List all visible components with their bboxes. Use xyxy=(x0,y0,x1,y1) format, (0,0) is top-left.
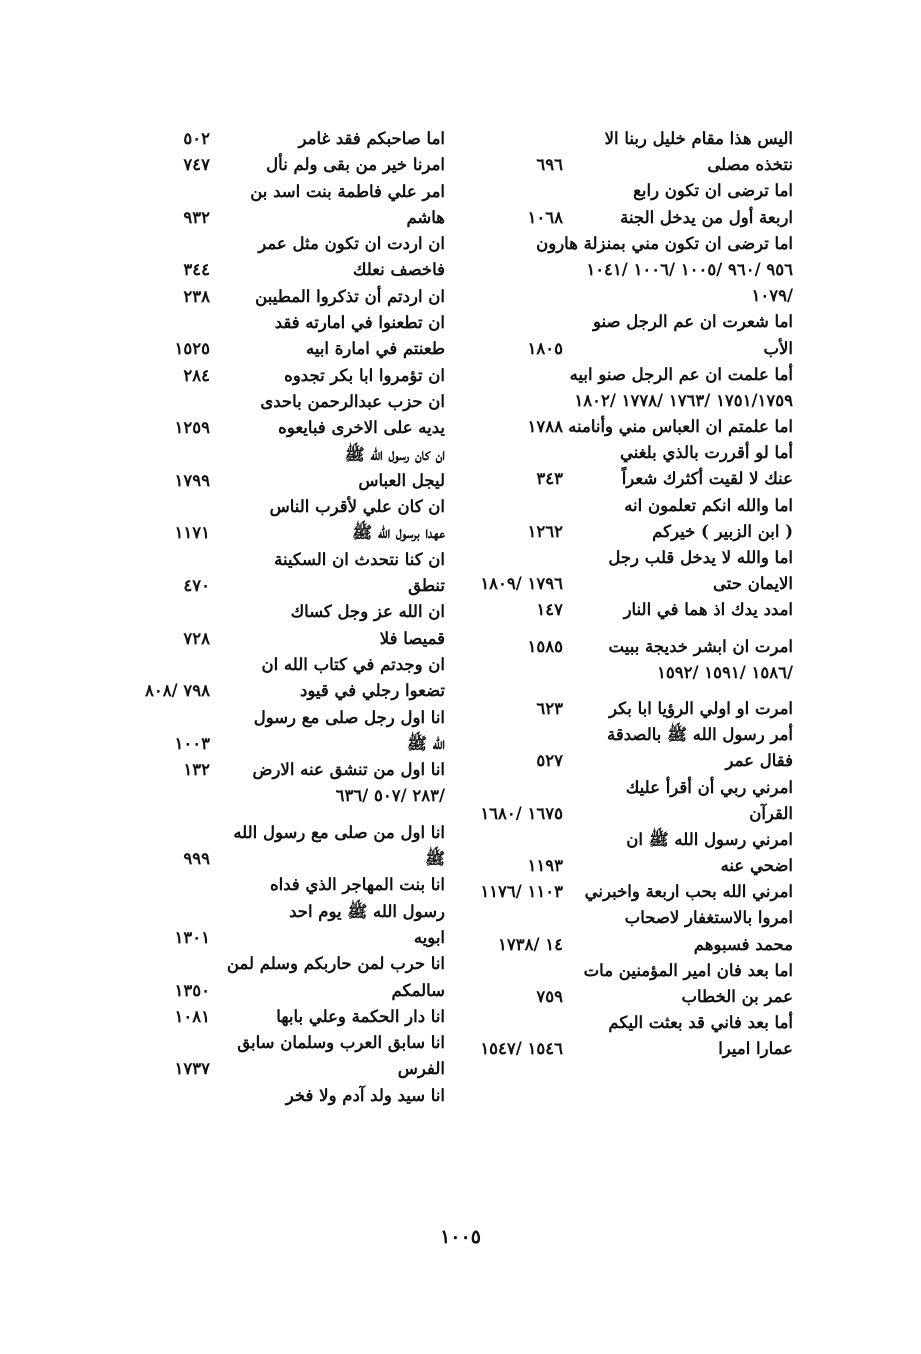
entry-text: امرت ان ابشر خديجة ببيت xyxy=(608,636,793,656)
index-entry xyxy=(458,362,793,388)
entry-text: اليس هذا مقام خليل ربنا الا xyxy=(604,129,793,148)
index-entry xyxy=(105,205,445,231)
index-entry xyxy=(458,905,793,931)
index-entry xyxy=(458,958,793,984)
entry-text: اما والله انكم تعلمون انه xyxy=(624,495,793,515)
index-entry xyxy=(105,820,445,846)
index-entry xyxy=(458,336,793,362)
spacer xyxy=(458,624,793,634)
index-entry xyxy=(458,722,793,748)
index-entry xyxy=(105,951,445,977)
entry-text: نتخذه مصلى xyxy=(707,155,793,175)
index-entry xyxy=(105,1030,445,1056)
index-entry xyxy=(105,731,445,757)
entry-text: أما بعد فاني قد بعثت اليكم xyxy=(608,1013,793,1033)
entry-text: يديه على الاخرى فبايعوه xyxy=(278,418,445,438)
index-entry xyxy=(105,872,445,898)
entry-page-ref: ١٣٢ xyxy=(183,760,210,780)
entry-page-ref: ١٧٩٩ xyxy=(174,470,210,490)
entry-page-ref: ١٧٨٨ xyxy=(527,417,563,437)
index-entry xyxy=(458,775,793,801)
index-entry xyxy=(458,205,793,231)
index-entry xyxy=(458,466,793,492)
entry-page-ref: ١٠٦٨ xyxy=(527,207,563,227)
index-entry xyxy=(105,846,445,872)
entry-text: امرني ربي أن أقرأ عليك xyxy=(625,777,793,797)
entry-text: عنك لا لقيت أكثرك شعراً xyxy=(621,469,793,489)
entry-text: ( ابن الزبير ) خيركم xyxy=(652,521,793,541)
entry-page-ref: ٧٥٩ xyxy=(536,987,563,1006)
entry-text: اربعة أول من يدخل الجنة xyxy=(620,207,793,227)
entry-page-ref: ١٠٠٣ xyxy=(174,733,210,753)
index-entry xyxy=(458,853,793,879)
index-entry xyxy=(458,545,793,571)
index-entry xyxy=(458,231,793,257)
entry-page-ref: ١٥٤٦ /١٥٤٧ xyxy=(480,1039,563,1059)
index-entry xyxy=(105,494,445,520)
entry-text: تضعوا رجلي في قيود xyxy=(300,681,445,701)
entry-text: ان كان رسول الله ﷺ xyxy=(344,444,445,464)
entry-text: القرآن xyxy=(749,803,793,823)
entry-text: امرني الله بحب اربعة واخبرني xyxy=(584,882,793,902)
entry-page-ref: ١٣٠١ xyxy=(174,927,210,947)
index-entry xyxy=(458,388,793,414)
index-entry xyxy=(105,1083,445,1109)
entry-page-ref: ١٦٧٥ /١٦٨٠ xyxy=(480,803,563,823)
entry-text: ان اردتم أن تذكروا المطيبن xyxy=(255,286,445,306)
index-entry xyxy=(105,1004,445,1030)
index-entry xyxy=(105,626,445,652)
index-entry xyxy=(105,599,445,625)
index-entry xyxy=(458,519,793,545)
entry-text: امرني رسول الله ﷺ ان xyxy=(626,829,793,849)
entry-text: /١٠٧٩ xyxy=(751,286,793,306)
entry-text: امرت او اولي الرؤيا ابا بكر xyxy=(609,698,793,718)
entry-page-ref: ٣٤٤ xyxy=(183,260,210,280)
entry-text: الفرس xyxy=(397,1059,445,1079)
entry-page-ref: ١٧٩٦ /١٨٠٩ xyxy=(480,574,563,594)
index-entry xyxy=(105,126,445,152)
index-entry xyxy=(458,634,793,660)
spacer xyxy=(458,686,793,696)
index-entry xyxy=(105,757,445,783)
index-entry xyxy=(458,597,793,623)
entry-page-ref: ٢٨٤ xyxy=(183,365,210,385)
entry-text: انا حرب لمن حاربكم وسلم لمن xyxy=(226,954,445,974)
right-column xyxy=(458,126,793,1063)
entry-text: امرنا خير من بقى ولم نأل xyxy=(266,155,445,175)
index-entry xyxy=(105,652,445,678)
entry-text: ان كنا نتحدث ان السكينة xyxy=(274,549,445,569)
entry-text: اما والله لا يدخل قلب رجل xyxy=(608,548,793,567)
entry-text: الله ﷺ xyxy=(406,733,445,753)
entry-text: طعنتم في امارة ابيه xyxy=(306,339,445,359)
index-entry xyxy=(105,925,445,951)
entry-text: ان الله عز وجل كساك xyxy=(290,602,445,622)
entry-text: اضحي عنه xyxy=(720,856,793,876)
entry-page-ref: ١٥٢٥ xyxy=(174,339,210,359)
entry-text: اما بعد فان امير المؤمنين مات xyxy=(583,960,793,980)
entry-text: فاخصف نعلك xyxy=(352,260,445,280)
index-entry xyxy=(105,899,445,925)
entry-text: ان حزب عبدالرحمن باحدى xyxy=(260,391,445,411)
index-entry xyxy=(458,440,793,466)
index-entry xyxy=(105,231,445,257)
entry-page-ref: ١١٠٣ /١١٧٦ xyxy=(480,882,563,902)
index-entry xyxy=(105,705,445,731)
entry-page-ref: ٦٩٦ xyxy=(536,155,563,175)
entry-page-ref: ١٣٥٠ xyxy=(174,980,210,1000)
index-entry xyxy=(105,336,445,362)
entry-text: انا دار الحكمة وعلي بابها xyxy=(276,1006,445,1026)
entry-text: انا اول من صلى مع رسول الله xyxy=(233,822,445,842)
entry-text: /٢٨٣ /٥٠٧ /٦٣٦ xyxy=(335,786,445,806)
index-entry xyxy=(458,309,793,335)
index-entry xyxy=(458,984,793,1010)
index-entry xyxy=(458,932,793,958)
entry-text: أما علمت ان عم الرجل صنو ابيه xyxy=(569,364,793,384)
index-entry xyxy=(458,748,793,774)
index-entry xyxy=(105,257,445,283)
entry-page-ref: ٧٩٨ /٨٠٨ xyxy=(145,681,210,701)
entry-text: ان وجدتم في كتاب الله ان xyxy=(261,654,445,674)
index-entry xyxy=(105,415,445,441)
entry-text: عمارا اميرا xyxy=(718,1039,793,1059)
entry-text: ١٧٥١/١٧٥٩ /١٧٦٣ /١٧٧٨ /١٨٠٢ xyxy=(574,390,793,410)
index-entry xyxy=(105,442,445,468)
index-entry xyxy=(458,493,793,519)
entry-text: عمر بن الخطاب xyxy=(681,987,793,1006)
index-entry xyxy=(458,1010,793,1036)
entry-text: عهدا برسول الله ﷺ xyxy=(352,523,445,543)
index-entry xyxy=(105,179,445,205)
entry-text: أمر رسول الله ﷺ بالصدقة xyxy=(606,725,793,745)
entry-page-ref: ١٨٠٥ xyxy=(527,338,563,358)
index-entry xyxy=(458,414,793,440)
entry-page-ref: ١٠٨١ xyxy=(174,1006,210,1026)
entry-page-ref: ٧٢٨ xyxy=(183,628,210,648)
index-entry xyxy=(458,283,793,309)
entry-page-ref: ١١٩٣ xyxy=(527,856,563,876)
index-entry xyxy=(105,573,445,599)
index-entry xyxy=(105,978,445,1004)
entry-text: امر علي فاطمة بنت اسد بن xyxy=(250,181,445,201)
entry-page-ref: ١٢٥٩ xyxy=(174,418,210,438)
entry-text: ليجل العباس xyxy=(358,470,445,490)
entry-text: ان تؤمروا ابا بكر تجدوه xyxy=(284,365,445,385)
entry-text: اما علمتم ان العباس مني وأنامنه xyxy=(568,417,793,437)
entry-text: سالمكم xyxy=(391,980,445,1000)
entry-page-ref: ١٤٧ xyxy=(536,600,563,620)
entry-page-ref: ٥٢٧ xyxy=(536,751,563,771)
entry-page-ref: ٦٢٣ xyxy=(536,698,563,718)
entry-text: اما شعرت ان عم الرجل صنو xyxy=(592,312,793,332)
entry-text: /١٥٨٦ /١٥٩١ /١٥٩٢ xyxy=(657,662,793,682)
index-entry xyxy=(105,783,445,809)
entry-text: انا اول رجل صلى مع رسول xyxy=(253,707,445,727)
entry-text: امروا بالاستغفار لاصحاب xyxy=(624,908,793,928)
entry-text: قميصا فلا xyxy=(379,628,445,648)
entry-text: أما لو أقررت بالذي بلغني xyxy=(619,443,793,463)
index-entry xyxy=(105,284,445,310)
entry-text: انا سيد ولد آدم ولا فخر xyxy=(285,1085,445,1105)
entry-text: الأب xyxy=(763,338,793,358)
index-entry xyxy=(105,389,445,415)
index-entry xyxy=(105,520,445,546)
index-entry xyxy=(458,152,793,178)
entry-text: الايمان حتى xyxy=(713,574,793,594)
index-entry xyxy=(458,178,793,204)
entry-page-ref: ٤٧٠ xyxy=(183,576,210,596)
spacer xyxy=(105,810,445,820)
index-entry xyxy=(105,152,445,178)
index-entry xyxy=(105,547,445,573)
index-entry xyxy=(458,879,793,905)
index-entry xyxy=(105,363,445,389)
entry-text: ان تطعنوا في امارته فقد xyxy=(274,313,445,333)
entry-text: محمد فسبوهم xyxy=(693,934,793,954)
index-entry xyxy=(458,660,793,686)
index-entry xyxy=(458,571,793,597)
entry-page-ref: ١١٧١ xyxy=(174,523,210,543)
entry-text: اما صاحبكم فقد غامر xyxy=(298,129,445,148)
index-entry xyxy=(105,678,445,704)
index-entry xyxy=(458,801,793,827)
entry-page-ref: ٧٤٧ xyxy=(183,155,210,175)
entry-text: ﷺ xyxy=(425,849,445,869)
index-entry xyxy=(105,468,445,494)
entry-text: اما ترضى ان تكون مني بمنزلة هارون xyxy=(536,233,793,253)
index-entry xyxy=(105,1056,445,1082)
entry-page-ref: ١٥٨٥ xyxy=(527,636,563,656)
entry-page-ref: ١٧٣٧ xyxy=(174,1059,210,1079)
entry-text: هاشم xyxy=(406,207,445,227)
index-entry xyxy=(458,1036,793,1062)
entry-page-ref: ٣٤٣ xyxy=(536,469,563,489)
entry-text: ابويه xyxy=(413,927,445,947)
entry-text: انا بنت المهاجر الذي فداه xyxy=(269,875,445,895)
entry-text: فقال عمر xyxy=(725,751,793,771)
entry-text: اما ترضى ان تكون رابع xyxy=(633,181,793,201)
index-entry xyxy=(458,696,793,722)
entry-page-ref: ١٢٦٢ xyxy=(527,521,563,541)
entry-page-ref: ٥٠٢ xyxy=(183,129,210,148)
entry-page-ref: ٢٣٨ xyxy=(183,286,210,306)
entry-page-ref: ١٤ /١٧٣٨ xyxy=(498,934,563,954)
page-number: ١٠٠٥ xyxy=(440,1226,481,1248)
entry-page-ref: ٩٩٩ xyxy=(183,849,210,869)
index-entry xyxy=(458,257,793,283)
entry-page-ref: ٩٣٢ xyxy=(183,207,210,227)
entry-text: تنطق xyxy=(408,576,445,596)
entry-text: ان اردت ان تكون مثل عمر xyxy=(258,234,445,254)
index-entry xyxy=(458,126,793,152)
index-entry xyxy=(458,827,793,853)
left-column xyxy=(105,126,445,1109)
entry-text: رسول الله ﷺ يوم احد xyxy=(289,901,445,921)
entry-text: انا سابق العرب وسلمان سابق xyxy=(237,1033,445,1053)
entry-text: ان كان علي لأقرب الناس xyxy=(269,497,445,517)
index-entry xyxy=(105,310,445,336)
entry-text: انا اول من تنشق عنه الارض xyxy=(252,760,445,780)
entry-text: ٩٥٦ /٩٦٠ /١٠٠٥ /١٠٠٦ /١٠٤١ xyxy=(586,259,793,279)
entry-text: امدد يدك اذ هما في النار xyxy=(623,600,793,620)
